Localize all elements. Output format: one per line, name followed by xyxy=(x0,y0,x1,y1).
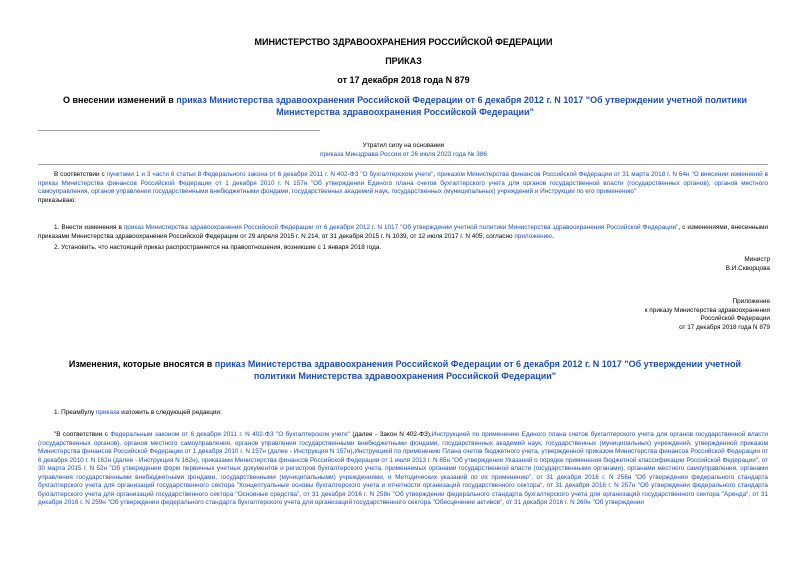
preamble xyxy=(38,171,768,205)
item-2: 2. Установить, что настоящий приказ распространяется на правоотношения, возникшие с 1 января 2018 года. xyxy=(54,244,382,251)
void-note-link[interactable]: приказа Минздрава России от 26 июля 2023 года № 386 xyxy=(320,150,487,158)
doc-title xyxy=(60,94,750,118)
new-preamble-quote xyxy=(38,431,768,571)
point-1-text: 1. Преамбулу xyxy=(54,409,96,416)
doc-title-link[interactable]: приказ Министерства здравоохранения Российской Федерации от 6 декабря 2012 г. N 1017 "Об утверждении учетной политики Министерства здравоохранения Российской Федерации" xyxy=(176,95,747,117)
preamble-orders: приказываю: xyxy=(38,196,76,204)
top-divider xyxy=(38,130,320,131)
appendix-label: Приложение xyxy=(732,298,770,305)
item-1-appendix-link[interactable]: приложению xyxy=(514,232,552,240)
changes-title-link[interactable]: приказ Министерства здравоохранения Российской Федерации от 6 декабря 2012 г. N 1017 "Об утверждении учетной политики Министерства здравоохранения Российской Федерации" xyxy=(214,359,742,381)
signature xyxy=(630,256,770,273)
doc-type: ПРИКАЗ xyxy=(385,56,422,66)
item-1-text: 1. Внести изменения в xyxy=(54,224,124,231)
signature-role: Министр xyxy=(744,256,770,263)
signature-name: В.И.Скворцова xyxy=(725,264,770,272)
quote-text: , xyxy=(197,456,202,464)
preamble-text: , xyxy=(433,171,438,178)
quote-text: , xyxy=(352,448,355,455)
quote-law-link[interactable]: Федеральным законом от 6 декабря 2011 г. N 402-ФЗ "О бухгалтерском учете" xyxy=(110,431,350,438)
doc-title-prefix: О внесении изменений в xyxy=(63,95,177,105)
changes-title xyxy=(60,358,750,382)
item-1-text: , с изменениями, внесенными приказами Министерства здравоохранения Российской Федерации от 29 апреля 2015 г. N 214, от 31 декабря 2015 г. N 1039, от 12 июля 2017 г. N 405, согласно xyxy=(38,224,768,240)
void-divider xyxy=(38,164,768,165)
quote-text: "В соответствии с xyxy=(54,431,111,438)
point-1-text: изложить в следующей редакции: xyxy=(119,409,222,416)
quote-minfin-orders-link[interactable]: приказами Министерства финансов Российской Федерации от 1 июля 2013 г. N 65н "Об утверждении Указаний о порядке применения бюджетной классификации Российской Федерации", от 30 марта 2015 г. N 52н "Об утверждении форм первичных учетных документов и регистров бухгалтерского учета, применяемых органами государственной власти (государственными органами), органами местного самоуправления, органами управления государственными внебюджетными фондами, государственными (муниципальными) учреждениями, и Методических указаний по их применению", от 31 декабря 2016 г. N 256н "Об утверждении федерального стандарта бухгалтерского учета для организаций государственного сектора "Концептуальные основы бухгалтерского учета и отчетности организаций государственного сектора", от 31 декабря 2016 г. N 257н "Об утверждении федерального стандарта бухгалтерского учета для организаций государственного сектора "Основные средства", от 31 декабря 2016 г. N 258н "Об утверждении федерального стандарта бухгалтерского учета для организаций государственного сектора "Аренда", от 31 декабря 2016 г. N 259н "Об утверждении федерального стандарта бухгалтерского учета для организаций государственного сектора "Обесценение активов", от 31 декабря 2016 г. N 260н "Об утверждении xyxy=(38,456,768,506)
ministry-title: МИНИСТЕРСТВО ЗДРАВООХРАНЕНИЯ РОССИЙСКОЙ ФЕДЕРАЦИИ xyxy=(254,37,553,47)
appendix-block xyxy=(630,298,770,332)
item-1-order-link[interactable]: приказ Министерства здравоохранения Российской Федерации от 6 декабря 2012 г. N 1017 "Об утверждении учетной политики Министерства здравоохранения Российской Федерации" xyxy=(123,224,679,231)
appendix-date: от 17 декабря 2018 года N 879 xyxy=(679,323,770,331)
appendix-country: Российской Федерации xyxy=(700,315,770,322)
item-1-text: . xyxy=(551,232,554,240)
quote-instruction-157-link[interactable]: Инструкцией по применению Единого плана счетов бухгалтерского учета для органов государственной власти (государственных органов), органов местного самоуправления, органов управления государственными внебюджетными фондами, государственных академий наук, государственных (муниципальных) учреждений, утвержденной приказом Министерства финансов Российской Федерации от 1 декабря 2010 г. N 157н (далее - Инструкция N 157н) xyxy=(38,431,768,455)
preamble-law-link[interactable]: пунктами 1 и 3 части 6 статьи 8 Федерального закона от 6 декабря 2011 г. N 402-ФЗ "О бухгалтерском учете" xyxy=(106,171,434,178)
point-1 xyxy=(54,409,768,418)
quote-text: (далее - Закон N 402-ФЗ), xyxy=(349,431,432,438)
void-note xyxy=(0,142,807,159)
appendix-ref: к приказу Министерства здравоохранения xyxy=(644,306,770,314)
changes-title-prefix: Изменения, которые вносятся в xyxy=(68,359,215,369)
preamble-text: В соответствии с xyxy=(54,171,107,178)
quote-instruction-162-link[interactable]: Инструкцией по применению Плана счетов бюджетного учета, утвержденной приказом Министерства финансов Российской Федерации от 6 декабря 2010 г. N 162н (далее - Инструкция N 162н) xyxy=(38,448,768,464)
point-1-order-link[interactable]: приказа xyxy=(95,409,120,416)
void-note-text: Утратил силу на основании xyxy=(362,142,445,149)
item-1 xyxy=(38,224,768,241)
preamble-order-link[interactable]: приказом Министерства финансов Российской Федерации от 31 марта 2018 г. N 64н "О внесении изменений в приказ Министерства финансов Российской Федерации от 1 декабря 2010 г. N 157н "Об утверждении Единого плана счетов бухгалтерского учета для органов государственной власти (государственных органов), органов местного самоуправления, органов управления государственными внебюджетными фондами, государственных академий наук, государственных (муниципальных) учреждений и Инструкции по его применению" xyxy=(38,171,768,195)
doc-date-number: от 17 декабря 2018 года N 879 xyxy=(337,75,470,85)
